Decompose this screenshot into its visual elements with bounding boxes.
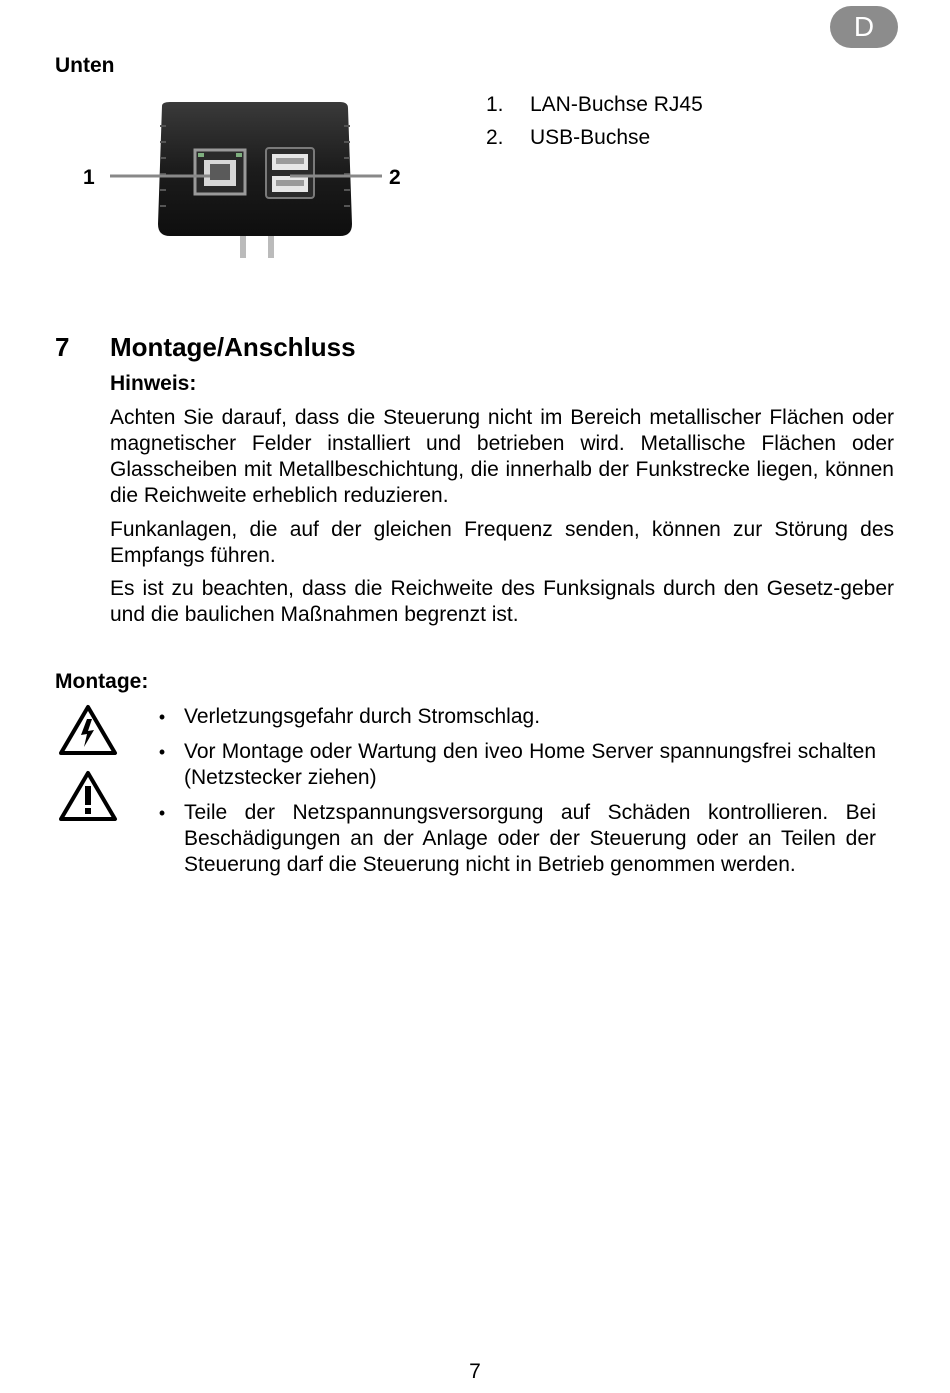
list-item [140,739,876,791]
parts-list [486,88,703,154]
electric-shock-warning-icon [58,704,118,756]
bullet-dot: • [158,803,166,823]
note-heading: Hinweis: [110,372,197,395]
section-number: 7 [55,332,70,362]
device-bottom-photo [100,96,400,264]
mounting-heading: Montage: [55,670,149,693]
list-item-number: 1. [486,93,504,116]
callout-1-label: 1 [83,166,95,189]
list-item-label: USB-Buchse [530,126,651,149]
note-paragraph: Es ist zu beachten, dass die Reichweite des Funksignals durch den Gesetz-geber und die baulichen Maßnahmen begrenzt ist. [110,577,894,626]
list-item [140,704,876,730]
page-number: 7 [469,1360,481,1383]
list-item [140,800,876,878]
list-item [486,88,703,121]
list-item-number: 2. [486,126,504,149]
list-item-label: LAN-Buchse RJ45 [530,93,703,116]
bullet-dot: • [158,707,166,727]
language-badge: D [830,6,898,48]
general-warning-icon [58,770,118,822]
note-paragraph: Achten Sie darauf, dass die Steuerung nicht im Bereich metallischer Flächen oder magnetischer Felder installiert und betrieben wird. Metallische Flächen oder Glasscheiben mit Metallbeschichtung, die innerhalb der Funkstrecke liegen, können die Reichweite erheblich reduzieren. [110,406,894,507]
bullet-dot: • [158,742,166,762]
bullet-text: Teile der Netzspannungsversorgung auf Schäden kontrollieren. Bei Beschädigungen an der Anlage oder der Steuerung oder an Teilen der Steuerung darf die Steuerung nicht in Betrieb genommen werden. [184,801,876,876]
section-title: Montage/Anschluss [110,332,356,362]
mounting-bullet-list [140,704,876,887]
callout-2-label: 2 [389,166,401,189]
bullet-text: Verletzungsgefahr durch Stromschlag. [184,705,541,728]
note-paragraph: Funkanlagen, die auf der gleichen Frequenz senden, können zur Störung des Empfangs führen. [110,518,894,567]
bullet-text: Vor Montage oder Wartung den iveo Home Server spannungsfrei schalten (Netzstecker ziehen) [184,740,876,789]
list-item [486,121,703,154]
bottom-view-heading: Unten [55,54,115,77]
